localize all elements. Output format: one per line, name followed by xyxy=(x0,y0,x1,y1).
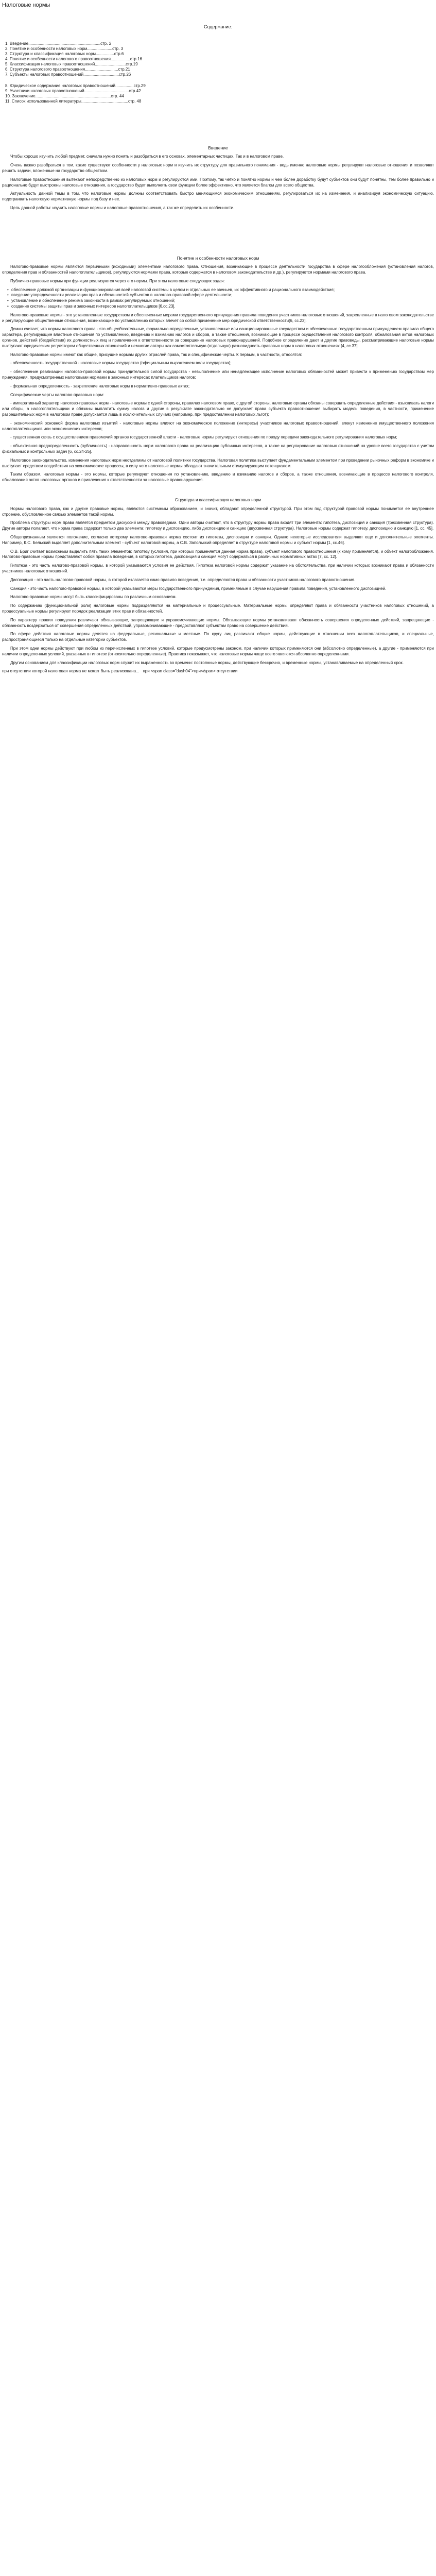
toc-item[interactable]: 3. Структура и классификация налоговых норм................стр.6 xyxy=(5,51,124,56)
paragraph: Общепризнанным является положение, согласно которому налогово-правовая норма состоит из гипотезы, диспозиции и санкции. Однако некоторые исследователи выделяют еще и дополнительные элементы. Например, К.С. Бельский выделяет дополнительным элемент - субъект налоговой нормы, а С.В. Запольский определяет в структуре налоговой нормы и субъект нормы [1, сс.46]. xyxy=(2,534,434,545)
list-item: • введение упорядоченности реализации прав и обязанностей субъектов в налогово-правовой сфере деятельности; xyxy=(7,293,434,298)
paragraph: Налогово-правовые нормы являются первичными (исходными) элементами налогового права. Отношения, возникающие в процессе деятельности государства в сфере налогообложения (установления налогов, определения прав и обязанностей налогоплательщиков), регулируются нормами права, которые содержатся в налоговом законодательстве и др.), регулируются нормами налогового права. xyxy=(2,264,434,275)
section-heading: Структура и классификация налоговых норм xyxy=(175,498,261,502)
intro-body xyxy=(0,154,436,211)
paragraph: Налоговое законодательство, изменения налоговых норм неотделимы от налоговой политики государства. Налоговая политика выступает фундаментальным элементом при проведении рыночных реформ в экономике и выступает средством воздействия на экономические процессы, в силу чего налоговые нормы обладают значительным стимулирующим потенциалом. xyxy=(2,457,434,468)
paragraph: - экономический основной форма налоговых изъятий - налоговые нормы влияют на экономическое положение (интересы) участников налоговых правоотношений, влекут изменение имущественного положения налогоплательщиков или экономических интересов; xyxy=(2,420,434,431)
paragraph: Нормы налогового права, как и другие правовые нормы, являются системным образованием, и значит, обладают определенной структурой. При этом под структурой правовой нормы понимается ее внутреннее строение, обусловленное связью элементов такой нормы. xyxy=(2,506,434,517)
paragraph: Другим основанием для классификации налоговых норм служит их выраженность во времени: постоянные нормы, действующие бессрочно, и временные нормы, устанавливаемые на определенный срок. xyxy=(10,660,404,665)
paragraph: Цель данной работы: изучить налоговые нормы и налоговые правоотношения, а так же определить их особенности. xyxy=(10,206,235,211)
section-heading: Понятие и особенности налоговых норм xyxy=(177,255,259,261)
paragraph: - императивный характер налогово-правовых норм - налоговые нормы с одной стороны, правилах налоговом праве, с другой стороны, налоговые органы обязаны совершать определенные действия - взыскивать налоги или сборы, а налогоплательщики и обязаны выплатить сумму налога и другие в результате законодательно не допускает права субъекта правоотношения выбирать модель поведения, в частности, применение разрешительных норм в налоговом праве допускается лишь в исключительных случаях (например, при предоставлении налоговых льгот); xyxy=(2,401,434,417)
paragraph: По содержанию (функциональной роли) налоговые нормы подразделяются на материальные и процессуальные. Материальные нормы определяют права и обязанности участников налоговых отношений, а процессуальные нормы регулируют порядок реализации этих прав и обязанностей. xyxy=(2,603,434,614)
paragraph: Демин считает, что нормы налогового права - это общеобязательные, формально-определенные, установленные или санкционированные государством и обеспеченные государственным принуждением правила общего характера, регулирующие властные отношения по установлению, введению и взиманию налогов и сборов, а также отношения, возникающие в процессе осуществления налогового контроля, обжалования актов налоговых органов, действий (бездействия) их должностных лиц и привлечения к ответственности за совершение налоговых правонарушений. Подобное определение дают и другие правоведы, рассматривающие налоговые нормы выступают юридическим регулятором общественных отношений и немногие авторы как самостоятельную (отдельную) разновидность правовых норм в налоговых отношениях [4, сс.37]. xyxy=(2,327,434,348)
paragraph: При этом одни нормы действуют при любом из перечисленных в гипотезе условий, которые предусмотрены законом, при наличии которых применяются они (абсолютно определенные), а другие - применяются при наличии определенных условий, указанных в гипотезе (относительно определенные). Практика показывает, что налоговые нормы чаще всего являются абсолютно определенными. xyxy=(2,646,434,656)
paragraph: О.В. Бриг считает возможным выделить пять таких элементов: гипотезу (условия, при которых применяется данная норма права), субъект налогового правоотношения (к кому применяется), и объект налогообложения. Налогово-правовые нормы представляют собой правила поведения, в которых гипотеза, диспозиция и санкция могут содержаться в различных нормативных актах [7, сс. 12]. xyxy=(2,549,434,560)
paragraph: Налогово-правовые нормы могут быть классифицированы по различным основаниям. xyxy=(10,595,177,600)
toc-item[interactable]: 10. Заключение..................................................................стр. 44 xyxy=(5,93,124,98)
paragraph: Чтобы хорошо изучить любой предмет, сначала нужно понять и разобраться в его основах, элементарных частицах. Так и в налоговом праве. xyxy=(10,154,284,159)
toc-item[interactable]: 9. Участники налоговых правоотношений.......................................стр.42 xyxy=(5,88,141,93)
toc-list-continued xyxy=(0,83,436,104)
toc-item[interactable]: 6. Структура налогового правоотношения.............................стр.21 xyxy=(5,66,130,72)
section3-body xyxy=(0,506,436,674)
paragraph: Налогово-правовые нормы - это установленные государством и обеспеченные мерами государственного принуждения правила поведения участников налоговых отношений, закрепленные в налоговом законодательстве и регулирующие общественные отношения, возникающие по установлению которых влечет со собой применение мер юридической ответственности[6, сс.23]. xyxy=(2,312,434,323)
paragraph: - обеспечение реализации налогово-правовой нормы принудительной силой государства - невыполнение или ненадлежащее исполнение налоговых обязанностей может привести к применению государством мер принуждения, предусмотренных налоговыми нормами в законных интересах плательщиков налогов; xyxy=(2,369,434,380)
toc-item[interactable]: 5. Классификация налоговых правоотношений...........................стр.19 xyxy=(5,61,138,66)
paragraph: - объективная предопределенность (публичность) - направленность норм налогового права на реализацию публичных интересов, а также на регулирование налоговых отношений на уровне всего государства с учетом фискальных и контрольных задач [6, сс.24-25]. xyxy=(2,444,434,454)
paragraph: Очень важно разобраться в том, какие существуют особенности у налоговых норм и изучить их структуру для правильного понимания - ведь именно налоговые нормы регулируют налоговые отношения и позволяют решать задачи, вложенные на государство обществом. xyxy=(2,163,434,174)
paragraph: - формальная определенность - закрепление налоговых норм в нормативно-правовых актах; xyxy=(10,383,190,388)
document-title: Налоговые нормы xyxy=(2,2,50,8)
toc-item[interactable]: 8. Юридическое содержание налоговых правоотношений................стр.29 xyxy=(5,83,146,88)
list-item: • создание системы защиты прав и законных интересов налогоплательщиков [6,сс.23]. xyxy=(7,304,434,310)
paragraph: Налогово-правовые нормы имеют как общие, присущие нормам других отраслей права, так и специфические черты. К первым, в частности, относятся: xyxy=(10,352,302,357)
toc-item[interactable]: 11. Список использованной литературы.........................................стр. 48 xyxy=(5,98,142,104)
paragraph: По характеру правил поведения различают обязывающие, запрещающие и управомочивающие нормы. Обязывающие нормы устанавливают обязанность совершения определенных действий, запрещающие - обязанность воздержаться от совершения определенных действий, управомочивающие - предоставляют субъектам право на совершение действий. xyxy=(2,617,434,628)
document-page xyxy=(0,0,436,683)
toc-item[interactable]: 2. Понятие и особенности налоговых норм......................стр. 3 xyxy=(5,46,124,51)
paragraph: По сфере действия налоговые нормы делятся на федеральные, региональные и местные. По кругу лиц различают общие нормы, действующие в отношении всех налогоплательщиков, и специальные, распространяющиеся только на отдельные категории субъектов. xyxy=(2,632,434,642)
paragraph: - обеспеченность государственной - налоговые нормы государство (официальным выражением воли государства); xyxy=(10,361,232,366)
paragraph: - существенная связь с осуществлением правомочий органов государственной власти - налоговые нормы регулируют отношения по поводу передачи законодательного регулирования налоговых норм; xyxy=(10,435,397,440)
bullet-list xyxy=(0,287,436,310)
paragraph: Диспозиция - это часть налогово-правовой нормы, в которой излагается само правило поведения, т.е. определяются права и обязанности участников налогового правоотношения. xyxy=(10,577,356,582)
paragraph: Санкция - это часть налогово-правовой нормы, в которой указываются меры государственного принуждения, применяемые в случае нарушения правила поведения, установленного диспозицией. xyxy=(10,586,387,591)
paragraph: Публично-правовые нормы при функции реализуются через его нормы. При этом налоговые следующих задач: xyxy=(10,278,225,283)
intro-heading: Введение xyxy=(208,145,228,150)
toc-list xyxy=(0,41,436,77)
section2-body xyxy=(0,264,436,483)
list-item: • установление и обеспечение режима законности в рамках регулируемых отношений; xyxy=(7,298,434,304)
trailing-raw-text: при отсутствии которой налоговая норма не может быть реализована... при <span class="dash04">при</span> отсутствии xyxy=(2,669,238,674)
toc-item[interactable]: 7. Субъекты налоговых правоотношений...............................стр.26 xyxy=(5,72,131,77)
paragraph: Налоговые правоотношения вытекают непосредственно из налоговых норм и регулируются ими. Поэтому, так четко и понятно нормы и чем более доработку будут субъектов они будут понятны, тем более правильно и рационально будут выстроены налоговые отношения, а государство будет выполнять свои функции более эффективно, что является благом для всего общества. xyxy=(2,177,434,188)
paragraph: Актуальность данной темы в том, что налоговые нормы должны соответствовать быстро меняющимся экономическим отношениям, регулироваться их на изменения, и анализируя экономическую ситуацию, подстраивать налоговую нормативную нормы под базу и нее. xyxy=(2,191,434,202)
toc-item[interactable]: 4. Понятие и особенности налогового правоотношения.................стр.16 xyxy=(5,56,142,61)
paragraph: Таким образом, налоговые нормы - это нормы, которые регулируют отношения по установлению, введению и взиманию налогов и сборов, а также отношения, возникающие в процессе налогового контроля, обжалования актов налоговых органов и привлечения к ответственности за налоговые правонарушения. xyxy=(2,472,434,483)
list-item: • обеспечение должной организации и функционирования всей налоговой системы в целом и отдельных ее звеньев, их эффективного и рационального взаимодействия; xyxy=(7,287,434,293)
toc-item[interactable]: 1. Введение...............................................................стр. 2 xyxy=(5,41,112,46)
paragraph: Специфические черты налогово-правовых норм: xyxy=(10,392,104,397)
paragraph: Гипотеза - это часть налогово-правовой нормы, в которой указываются условия ее действия. Гипотеза налоговой нормы содержит указание на обстоятельства, при наличии которых возникают права и обязанности участников налоговых отношений. xyxy=(2,563,434,573)
paragraph: Проблема структуры норм права является предметом дискуссий между правоведами. Одни авторы считают, что в структуру нормы права входят три элемента: гипотеза, диспозиция и санкция (трехзвенная структура). Другие авторы полагают, что норма права содержит только два элемента: гипотезу и диспозицию, либо диспозицию и санкцию (двухзвенная структура). Налоговые нормы содержат гипотезу, диспозицию и санкцию [1, сс. 45]. xyxy=(2,520,434,531)
toc-heading: Содержание: xyxy=(203,24,233,29)
